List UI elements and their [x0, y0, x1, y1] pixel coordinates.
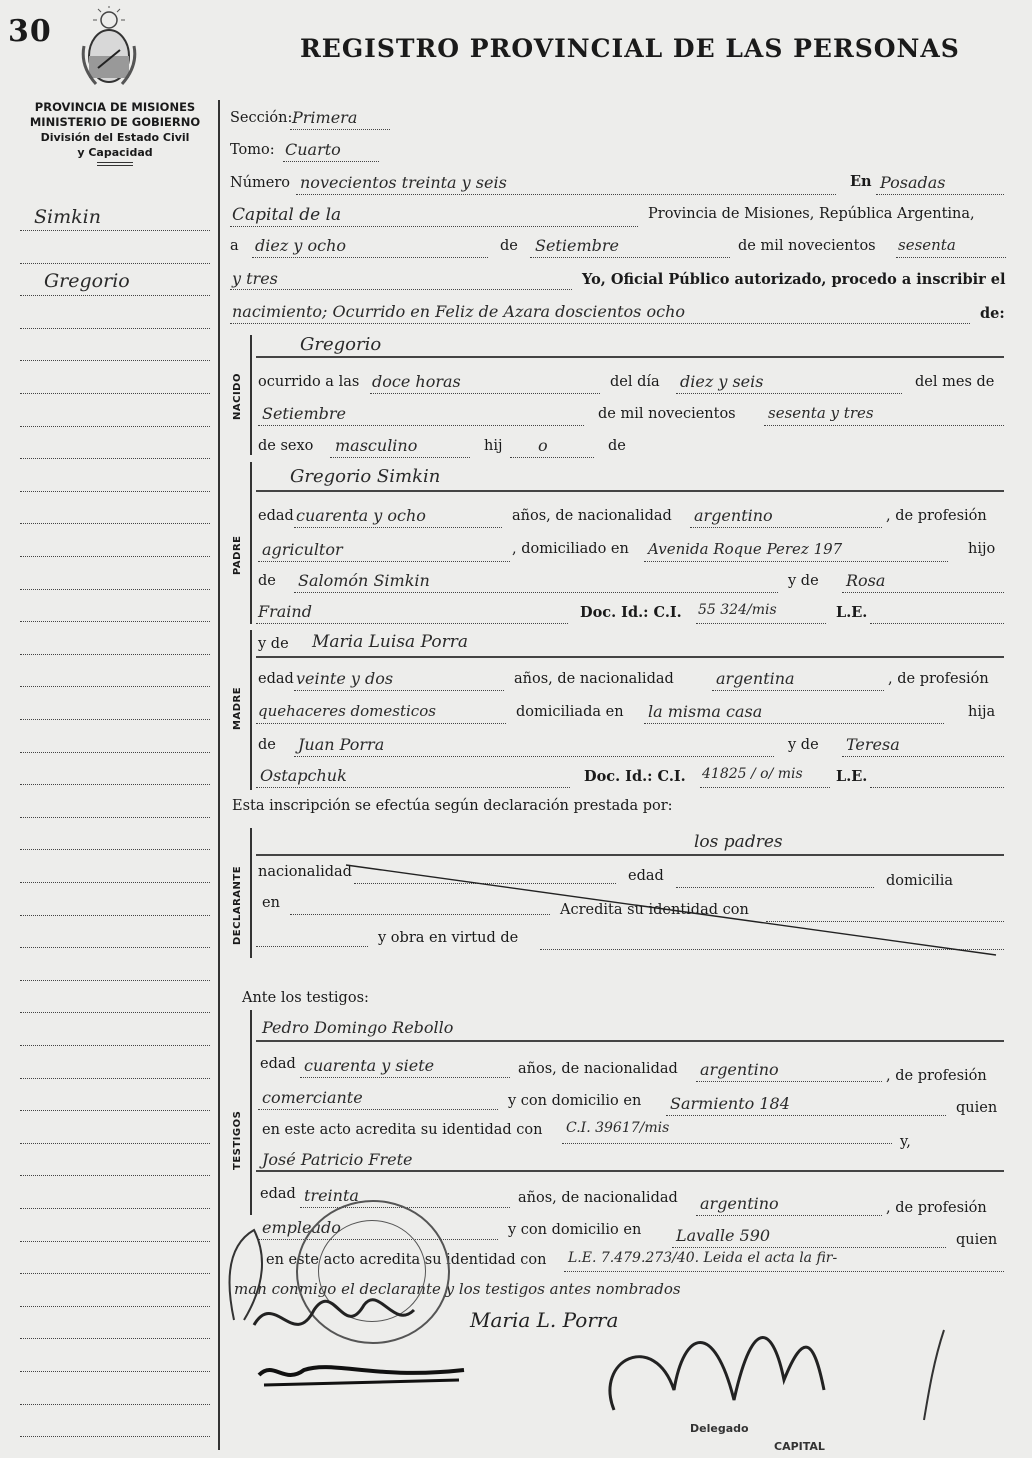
- margin-rule-line: [20, 263, 210, 265]
- margin-rule-line: [20, 752, 210, 754]
- sexo-label: de sexo: [258, 438, 314, 454]
- margin-rule-line: [20, 589, 210, 591]
- margin-surname: Simkin: [34, 206, 101, 228]
- t2-nac-label: años, de nacionalidad: [518, 1190, 678, 1206]
- t1-dom-label: y con domicilio en: [508, 1093, 642, 1109]
- t1-nac-value: argentino: [700, 1060, 779, 1079]
- madre-nac-value: argentina: [716, 669, 795, 688]
- mes-nac-value: Setiembre: [262, 404, 346, 423]
- margin-rule-line: [20, 523, 210, 525]
- t1-ci-value: C.I. 39617/mis: [566, 1120, 670, 1136]
- madre-nombre: Maria Luisa Porra: [312, 632, 468, 652]
- margin-rule-line: [20, 882, 210, 884]
- t1-acredita-label: en este acto acredita su identidad con: [262, 1122, 543, 1138]
- margin-rule-line: [20, 686, 210, 688]
- madre-hija-label: hija: [968, 704, 996, 720]
- madre-dom-label: domiciliada en: [516, 704, 624, 720]
- margin-rule-line: [20, 295, 210, 297]
- cierre-text: man conmigo el declarante y los testigos antes nombrados: [234, 1280, 681, 1298]
- declarante-value: los padres: [694, 832, 783, 852]
- agency-line2: MINISTERIO DE GOBIERNO: [29, 115, 201, 129]
- padre-nac-value: argentino: [694, 506, 773, 525]
- madre-doc-label: Doc. Id.: C.I.: [584, 768, 686, 785]
- padre-prof-label: , de profesión: [886, 508, 987, 524]
- margin-rule-line: [20, 1012, 210, 1014]
- anio-nac-value: sesenta y tres: [768, 404, 874, 422]
- de-colon-label: de:: [980, 305, 1005, 322]
- margin-rule-line: [20, 654, 210, 656]
- padre-le-label: L.E.: [836, 604, 868, 621]
- t1-edad-value: cuarenta y siete: [304, 1056, 435, 1075]
- side-label-madre: MADRE: [232, 686, 243, 730]
- en-label: En: [850, 173, 872, 190]
- t2-nombre: José Patricio Frete: [262, 1150, 413, 1169]
- margin-rule-line: [20, 1045, 210, 1047]
- tomo-label: Tomo:: [230, 142, 275, 158]
- ocurrido-label: ocurrido a las: [258, 374, 360, 390]
- side-label-declarante: DECLARANTE: [232, 865, 243, 945]
- margin-rule-line: [20, 817, 210, 819]
- padre-nombre: Gregorio Simkin: [290, 466, 441, 487]
- t2-dom-value: Lavalle 590: [676, 1226, 771, 1245]
- capital-value: Capital de la: [232, 205, 342, 225]
- padre-prof-value: agricultor: [262, 540, 343, 559]
- t2-quien-label: quien: [956, 1232, 998, 1248]
- t2-edad-value: treinta: [304, 1186, 359, 1205]
- de-mil-label: de mil novecientos: [738, 238, 876, 254]
- decl-obra-label: y obra en virtud de: [378, 930, 519, 946]
- mes-value: Setiembre: [535, 236, 619, 255]
- madre-nac-label: años, de nacionalidad: [514, 671, 674, 687]
- padre-de-label: de: [258, 573, 276, 589]
- padre-ci-value: 55 324/mis: [698, 602, 777, 618]
- tomo-value: Cuarto: [285, 140, 341, 159]
- t1-nac-label: años, de nacionalidad: [518, 1061, 678, 1077]
- margin-rule-line: [20, 621, 210, 623]
- padre-hijo-label: hijo: [968, 541, 996, 557]
- madre-edad-value: veinte y dos: [296, 669, 394, 688]
- de-mil2-label: de mil novecientos: [598, 406, 736, 422]
- madre-prof-value: quehaceres domesticos: [258, 702, 436, 720]
- madre-le-label: L.E.: [836, 768, 868, 785]
- numero-label: Número: [230, 175, 291, 191]
- margin-rule-line: [20, 719, 210, 721]
- margin-rule-line: [20, 1078, 210, 1080]
- margin-given-name: Gregorio: [44, 270, 130, 292]
- inscripcion-label: Esta inscripción se efectúa según declaración prestada por:: [232, 798, 673, 814]
- madre-edad-label: edad: [258, 671, 294, 687]
- padre-doc-label: Doc. Id.: C.I.: [580, 604, 682, 621]
- document-title: REGISTRO PROVINCIAL DE LAS PERSONAS: [300, 34, 960, 63]
- signatures-drawing: [214, 1210, 994, 1450]
- del-dia-label: del día: [610, 374, 660, 390]
- dia-value: diez y ocho: [255, 236, 346, 255]
- seccion-value: Primera: [292, 108, 358, 127]
- padre-padre-value: Salomón Simkin: [298, 571, 430, 590]
- padre-dom-value: Avenida Roque Perez 197: [648, 540, 843, 558]
- agency-line1: PROVINCIA DE MISIONES: [34, 100, 196, 114]
- de2-label: de: [608, 438, 626, 454]
- side-label-nacido: NACIDO: [232, 373, 243, 420]
- margin-rule-line: [20, 393, 210, 395]
- coat-of-arms-icon: [78, 6, 140, 94]
- padre-yde-label: y de: [788, 573, 819, 589]
- margin-rule-line: [20, 849, 210, 851]
- provincia-label: Provincia de Misiones, República Argentina,: [648, 206, 975, 222]
- nacimiento-value: nacimiento; Ocurrido en Feliz de Azara doscientos ocho: [232, 302, 686, 321]
- decl-en-label: en: [262, 895, 280, 911]
- t1-y-label: y,: [900, 1134, 911, 1150]
- padre-dom-label: , domiciliado en: [512, 541, 629, 557]
- margin-rule-line: [20, 1338, 210, 1340]
- t2-acredita-label: en este acto acredita su identidad con: [266, 1252, 547, 1268]
- madre-padre-value: Juan Porra: [298, 735, 385, 754]
- margin-rule-line: [20, 1371, 210, 1373]
- margin-rule-line: [20, 458, 210, 460]
- hora-value: doce horas: [372, 372, 461, 391]
- margin-rule-line: [20, 1175, 210, 1177]
- footer-capital: CAPITAL: [774, 1440, 825, 1453]
- page-number: 30: [8, 14, 52, 49]
- dia-nac-value: diez y seis: [680, 372, 764, 391]
- footer-delegado: Delegado: [690, 1422, 749, 1435]
- margin-rule-line: [20, 1143, 210, 1145]
- decl-edad-label: edad: [628, 868, 664, 884]
- t2-nac-value: argentino: [700, 1194, 779, 1213]
- t2-edad-label: edad: [260, 1186, 296, 1202]
- margin-rule-line: [20, 426, 210, 428]
- padre-edad-label: edad: [258, 508, 294, 524]
- decl-nac-label: nacionalidad: [258, 864, 352, 880]
- signature-madre: Maria L. Porra: [470, 1308, 619, 1332]
- margin-rule-line: [20, 230, 210, 232]
- padre-madre2-value: Fraind: [258, 602, 312, 621]
- margin-rule-line: [20, 328, 210, 330]
- madre-yde2-label: y de: [788, 737, 819, 753]
- t2-dom-label: y con domicilio en: [508, 1222, 642, 1238]
- madre-prof-label: , de profesión: [888, 671, 989, 687]
- side-label-testigos: TESTIGOS: [232, 1110, 243, 1170]
- t1-nombre: Pedro Domingo Rebollo: [262, 1018, 454, 1037]
- madre-yde-label: y de: [258, 636, 289, 652]
- margin-rule-line: [20, 1208, 210, 1210]
- hij-suffix-value: o: [538, 436, 548, 455]
- ante-label: Ante los testigos:: [242, 990, 369, 1006]
- yo-label: Yo, Oficial Público autorizado, procedo a inscribir el: [582, 271, 1006, 288]
- t1-prof-value: comerciante: [262, 1088, 363, 1107]
- padre-nac-label: años, de nacionalidad: [512, 508, 672, 524]
- margin-rule-line: [20, 1436, 210, 1438]
- side-label-padre: PADRE: [232, 535, 243, 575]
- t1-prof-label: , de profesión: [886, 1068, 987, 1084]
- t1-quien-label: quien: [956, 1100, 998, 1116]
- margin-rule-line: [20, 1404, 210, 1406]
- t2-prof-label: , de profesión: [886, 1200, 987, 1216]
- cancel-stroke: [256, 860, 1008, 960]
- margin-rule-line: [20, 1273, 210, 1275]
- margin-rule-line: [20, 915, 210, 917]
- t2-ci-value: L.E. 7.479.273/40. Leida el acta la fir-: [568, 1250, 838, 1266]
- margin-rule-line: [20, 491, 210, 493]
- t2-prof-value: empleado: [262, 1218, 341, 1237]
- padre-edad-value: cuarenta y ocho: [296, 506, 426, 525]
- agency-line4: y Capacidad: [77, 146, 153, 159]
- agency-line3: División del Estado Civil: [40, 131, 190, 144]
- decl-dom-label: domicilia: [886, 873, 954, 889]
- seccion-label: Sección:: [230, 110, 293, 126]
- margin-rule-line: [20, 1241, 210, 1243]
- a-label: a: [230, 238, 239, 254]
- madre-madre2-value: Ostapchuk: [260, 766, 347, 785]
- sexo-value: masculino: [335, 436, 418, 455]
- decl-acredita-label: Acredita su identidad con: [560, 902, 749, 918]
- margin-rule-line: [20, 947, 210, 949]
- madre-madre1-value: Teresa: [846, 735, 900, 754]
- madre-dom-value: la misma casa: [648, 702, 763, 721]
- margin-rule-line: [20, 1306, 210, 1308]
- del-mes-label: del mes de: [915, 374, 995, 390]
- madre-de-label: de: [258, 737, 276, 753]
- margin-rule-line: [20, 784, 210, 786]
- margin-rule-line: [20, 1110, 210, 1112]
- t1-edad-label: edad: [260, 1056, 296, 1072]
- anio2-value: y tres: [232, 269, 278, 288]
- anio1-value: sesenta: [898, 236, 956, 254]
- t1-dom-value: Sarmiento 184: [670, 1094, 790, 1113]
- numero-value: novecientos treinta y seis: [300, 173, 507, 192]
- lugar-value: Posadas: [880, 173, 946, 192]
- hij-label: hij: [484, 438, 503, 454]
- agency-block: [16, 100, 214, 166]
- madre-ci-value: 41825 / o/ mis: [702, 766, 803, 782]
- padre-madre1-value: Rosa: [846, 571, 886, 590]
- margin-rule-line: [20, 360, 210, 362]
- nacido-nombre: Gregorio: [300, 334, 382, 355]
- de-label: de: [500, 238, 518, 254]
- margin-rule-line: [20, 980, 210, 982]
- margin-rule-line: [20, 556, 210, 558]
